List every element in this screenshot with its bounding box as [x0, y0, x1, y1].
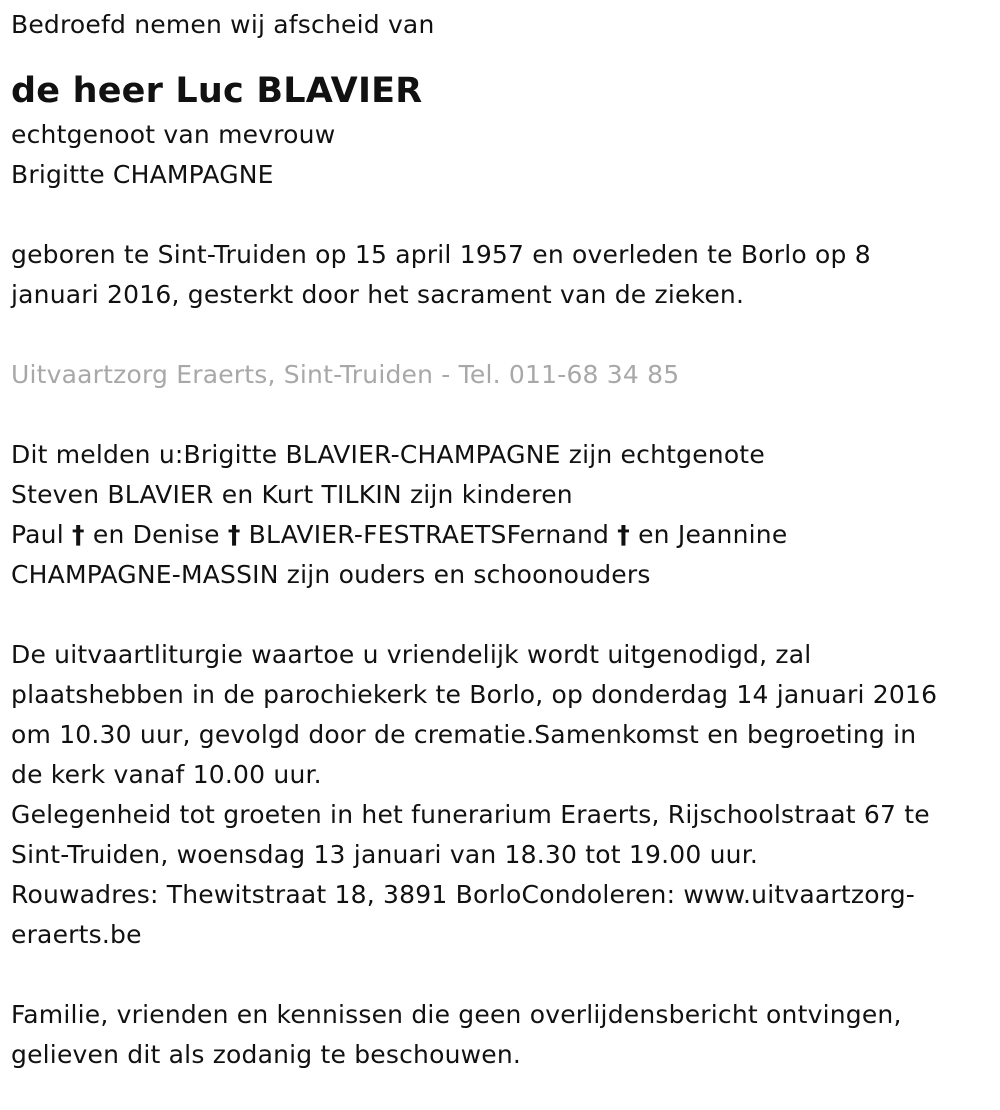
family-line-3-part-4: en Jeannine	[629, 520, 788, 549]
ceremony-line-4: de kerk vanaf 10.00 uur.	[11, 760, 322, 789]
ceremony-line-5: Gelegenheid tot groeten in het funerarium Eraerts, Rijschoolstraat 67 te	[11, 800, 930, 829]
ceremony-line-7: Rouwadres: Thewitstraat 18, 3891 BorloCondoleren: www.uitvaartzorg-	[11, 880, 916, 909]
spacer	[11, 395, 1000, 435]
funeral-home-info: Uitvaartzorg Eraerts, Sint-Truiden - Tel. 011-68 34 85	[11, 360, 680, 389]
family-line-4: CHAMPAGNE-MASSIN zijn ouders en schoonouders	[11, 560, 651, 589]
birth-death-line-2: januari 2016, gesterkt door het sacrament van de zieken.	[11, 280, 745, 309]
ceremony-line-1: De uitvaartliturgie waartoe u vriendelijk wordt uitgenodigd, zal	[11, 640, 812, 669]
spacer	[11, 595, 1000, 635]
ceremony-line-3: om 10.30 uur, gevolgd door de crematie.Samenkomst en begroeting in	[11, 720, 917, 749]
family-line-2: Steven BLAVIER en Kurt TILKIN zijn kinderen	[11, 480, 573, 509]
ceremony-line-6: Sint-Truiden, woensdag 13 januari van 18.30 tot 19.00 uur.	[11, 840, 759, 869]
spouse-line-2: Brigitte CHAMPAGNE	[11, 160, 274, 189]
family-line-3-part-2: en Denise	[84, 520, 228, 549]
closing-line-2: gelieven dit als zodanig te beschouwen.	[11, 1040, 522, 1069]
spacer	[11, 955, 1000, 995]
spacer	[11, 195, 1000, 235]
closing-line-1: Familie, vrienden en kennissen die geen overlijdensbericht ontvingen,	[11, 1000, 902, 1029]
family-line-3-part-1: Paul	[11, 520, 73, 549]
cross-icon: †	[227, 520, 241, 549]
cross-icon: †	[72, 520, 85, 549]
intro-text: Bedroefd nemen wij afscheid van	[11, 10, 435, 39]
family-line-1: Dit melden u:Brigitte BLAVIER-CHAMPAGNE zijn echtgenote	[11, 440, 765, 469]
cross-icon: †	[617, 520, 630, 549]
family-line-3	[11, 515, 1000, 555]
ceremony-line-2: plaatshebben in de parochiekerk te Borlo, op donderdag 14 januari 2016	[11, 680, 938, 709]
birth-death-line-1: geboren te Sint-Truiden op 15 april 1957 en overleden te Borlo op 8	[11, 240, 871, 269]
spacer	[11, 315, 1000, 355]
spouse-line-1: echtgenoot van mevrouw	[11, 120, 336, 149]
ceremony-line-8: eraerts.be	[11, 920, 142, 949]
deceased-name: de heer Luc BLAVIER	[11, 71, 423, 111]
family-line-3-part-3: BLAVIER-FESTRAETSFernand	[240, 520, 618, 549]
